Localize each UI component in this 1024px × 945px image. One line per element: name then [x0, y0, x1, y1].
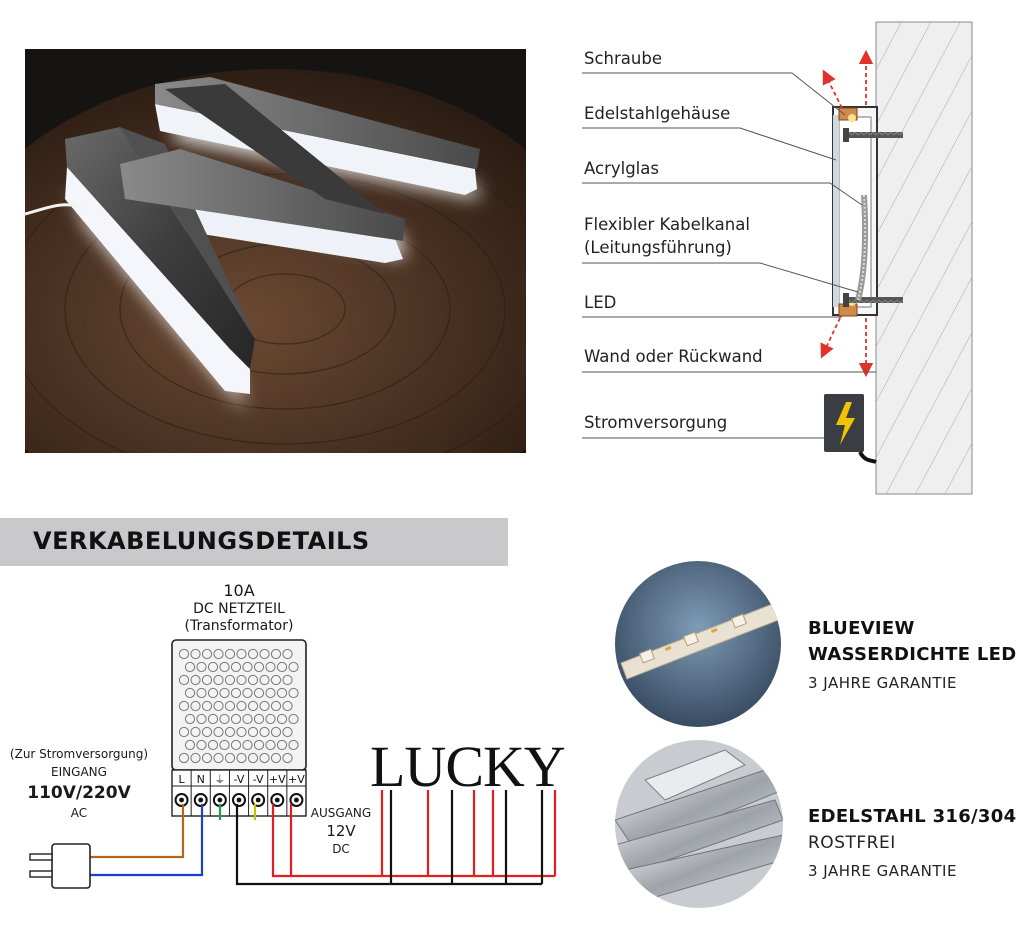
terminal-label: -V — [233, 773, 245, 786]
terminal-label: ⏚ — [214, 773, 226, 786]
input-voltage: 110V/220V — [27, 783, 131, 803]
terminal-label: -V — [252, 773, 264, 786]
callout-screw: Schraube — [584, 49, 662, 68]
callout-led: LED — [584, 293, 617, 312]
psu-body — [172, 640, 306, 770]
callout-power: Stromversorgung — [584, 413, 728, 432]
callout-cable-channel — [584, 213, 750, 259]
feature-steel-sub: 3 JAHRE GARANTIE — [808, 862, 957, 880]
input-note: (Zur Stromversorgung) — [9, 747, 149, 761]
steel-sheets-photo — [615, 740, 783, 908]
output-label: AUSGANG — [310, 806, 372, 820]
callout-acrylic: Acrylglas — [584, 159, 659, 178]
feature-steel-line2: ROSTFREI — [808, 833, 896, 853]
input-type: AC — [70, 806, 88, 820]
led-strip-photo — [615, 561, 781, 727]
feature-led-line2: WASSERDICHTE LED — [808, 644, 1017, 665]
sign-word: LUCKY — [370, 734, 565, 799]
callout-wall: Wand oder Rückwand — [584, 347, 763, 366]
terminal-label: L — [178, 773, 185, 786]
terminal-label: N — [196, 773, 205, 786]
psu-amps: 10A — [223, 581, 255, 600]
callout-cable-channel-line2: (Leitungsführung) — [584, 238, 732, 257]
callout-housing: Edelstahlgehäuse — [584, 104, 731, 123]
terminal-label: +V — [288, 773, 305, 786]
output-voltage: 12V — [326, 822, 356, 840]
wiring-banner — [0, 518, 508, 566]
feature-led-line1: BLUEVIEW — [808, 618, 915, 639]
output-type: DC — [332, 842, 350, 856]
plug-icon — [30, 844, 90, 888]
wiring-heading: VERKABELUNGSDETAILS — [33, 527, 370, 555]
callout-cable-channel-line1: Flexibler Kabelkanal — [584, 215, 750, 234]
feature-led-sub: 3 JAHRE GARANTIE — [808, 674, 957, 692]
feature-led — [808, 616, 1017, 692]
input-label: EINGANG — [51, 765, 107, 779]
psu-name: DC NETZTEIL — [193, 601, 285, 617]
feature-steel — [808, 804, 1016, 880]
feature-steel-line1: EDELSTAHL 316/304 — [808, 806, 1017, 827]
psu-sub: (Transformator) — [184, 618, 294, 634]
terminal-label: +V — [268, 773, 286, 786]
